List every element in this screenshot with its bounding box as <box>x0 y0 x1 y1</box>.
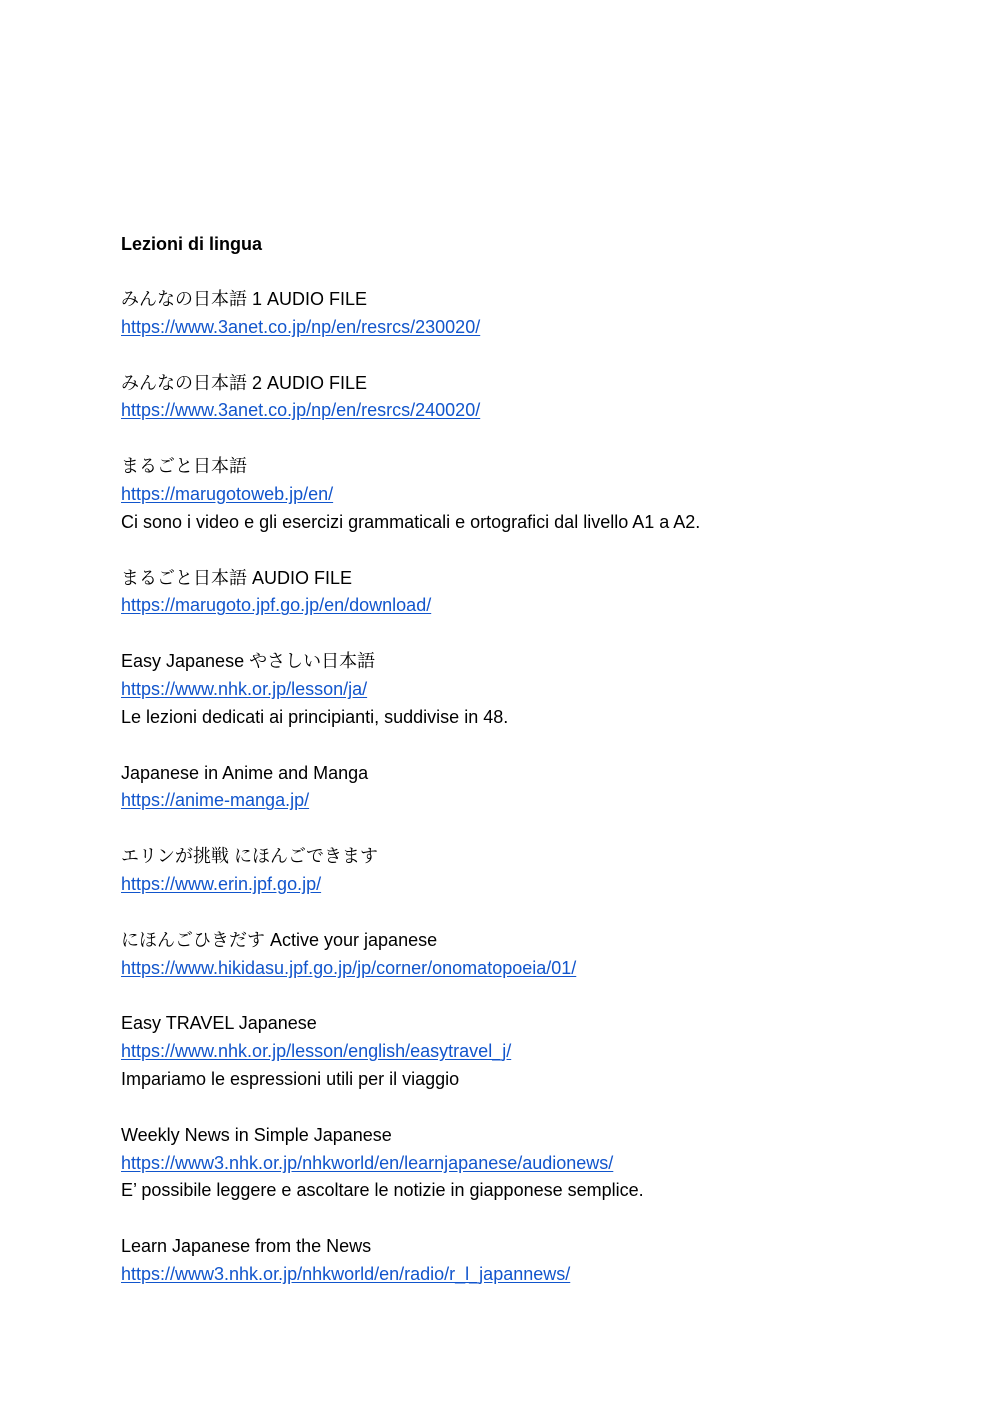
resource-description: Ci sono i video e gli esercizi grammaticali e ortografici dal livello A1 a A2. <box>121 511 701 532</box>
resource-link[interactable]: https://www.nhk.or.jp/lesson/english/easytravel_j/ <box>121 1041 512 1062</box>
resource-link-line <box>121 871 941 899</box>
resource-link-line <box>121 314 941 342</box>
resource-link[interactable]: https://www.3anet.co.jp/np/en/resrcs/230020/ <box>121 316 481 337</box>
resource-link[interactable]: https://www.3anet.co.jp/np/en/resrcs/240020/ <box>121 400 481 421</box>
resource-title: Easy TRAVEL Japanese <box>121 1013 317 1034</box>
resource-link-line <box>121 787 941 815</box>
document-page <box>121 230 941 1317</box>
resource-title: みんなの日本語 2 AUDIO FILE <box>121 372 368 393</box>
resource-title: Weekly News in Simple Japanese <box>121 1124 392 1145</box>
resource-description: Impariamo le espressioni utili per il viaggio <box>121 1068 460 1089</box>
resource-title: にほんごひきだす Active your japanese <box>121 929 438 950</box>
resource-entry <box>121 648 941 731</box>
resource-entry <box>121 1122 941 1205</box>
resource-title: みんなの日本語 1 AUDIO FILE <box>121 289 368 309</box>
resource-title: まるごと日本語 <box>121 456 247 477</box>
resource-link[interactable]: https://www.erin.jpf.go.jp/ <box>121 873 322 894</box>
resource-entry <box>121 843 941 899</box>
resource-entry <box>121 1010 941 1093</box>
resource-link[interactable]: https://marugoto.jpf.go.jp/en/download/ <box>121 595 432 616</box>
resource-link-line <box>121 397 941 425</box>
resource-link-line <box>121 676 941 704</box>
resource-description: Le lezioni dedicati ai principianti, suddivise in 48. <box>121 706 509 727</box>
resource-entry <box>121 760 941 816</box>
resource-link[interactable]: https://www3.nhk.or.jp/nhkworld/en/learnjapanese/audionews/ <box>121 1152 614 1173</box>
resource-link-line <box>121 592 941 620</box>
resource-list <box>121 286 941 1289</box>
resource-link[interactable]: https://www3.nhk.or.jp/nhkworld/en/radio/r_l_japannews/ <box>121 1263 571 1284</box>
resource-title: Easy Japanese やさしい日本語 <box>121 651 376 672</box>
resource-link-line <box>121 955 941 983</box>
resource-title: エリンが挑戦 にほんごできます <box>121 846 378 867</box>
resource-link-line <box>121 1261 941 1289</box>
resource-description: E’ possibile leggere e ascoltare le notizie in giapponese semplice. <box>121 1180 644 1201</box>
resource-title: Learn Japanese from the News <box>121 1236 372 1257</box>
resource-title: Japanese in Anime and Manga <box>121 762 369 783</box>
resource-link[interactable]: https://www.hikidasu.jpf.go.jp/jp/corner/onomatopoeia/01/ <box>121 957 577 978</box>
resource-entry <box>121 370 941 426</box>
resource-link-line <box>121 1150 941 1178</box>
resource-link-line <box>121 1038 941 1066</box>
resource-title: まるごと日本語 AUDIO FILE <box>121 567 353 588</box>
resource-entry <box>121 565 941 621</box>
resource-entry <box>121 1233 941 1289</box>
resource-entry <box>121 453 941 536</box>
resource-entry <box>121 286 941 342</box>
resource-link[interactable]: https://www.nhk.or.jp/lesson/ja/ <box>121 678 368 699</box>
resource-link[interactable]: https://anime-manga.jp/ <box>121 790 310 811</box>
resource-entry <box>121 927 941 983</box>
page-heading: Lezioni di lingua <box>121 234 262 254</box>
resource-link[interactable]: https://marugotoweb.jp/en/ <box>121 483 334 504</box>
resource-link-line <box>121 481 941 509</box>
